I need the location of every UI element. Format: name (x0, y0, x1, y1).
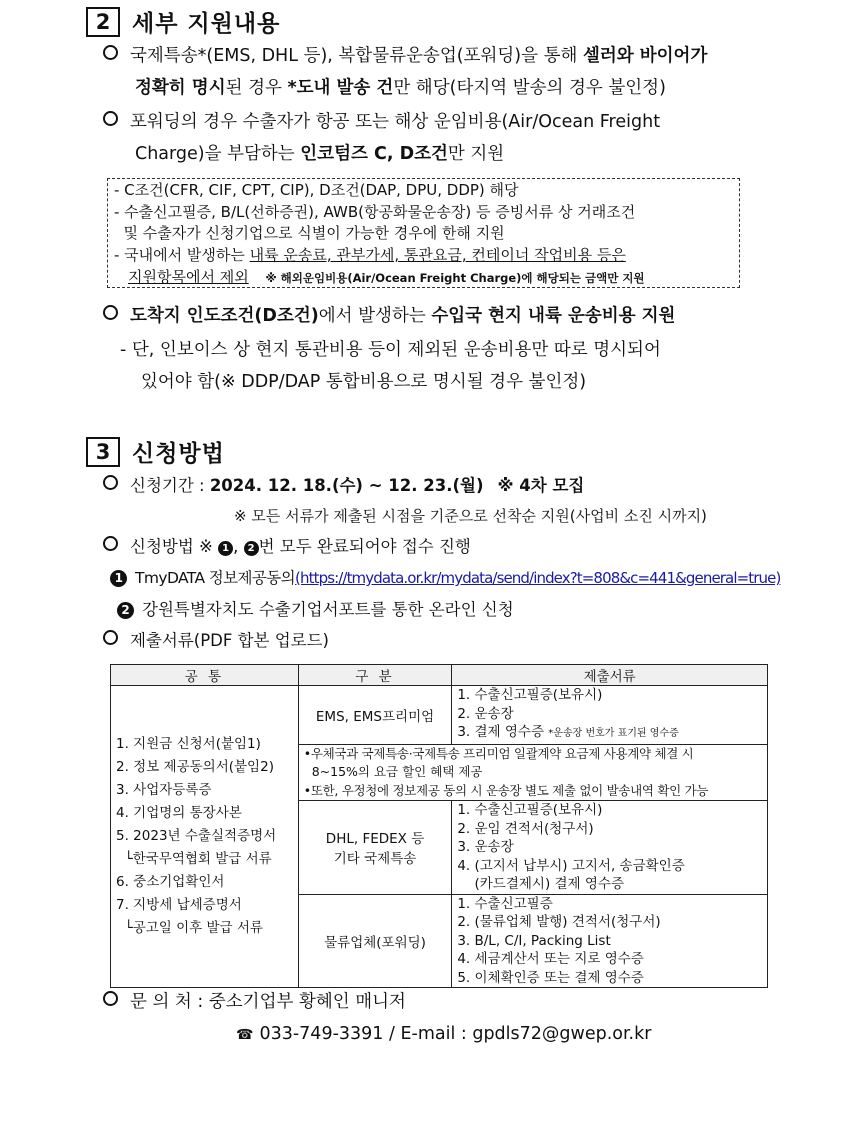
dhl-documents-cell: 1. 수출신고필증(보유시) 2. 운임 견적서(청구서) 3. 운송장 4. (고지서 납부시) 고지서, 송금확인증 (카드결제시) 결제 영수증 (452, 801, 768, 895)
step-2-line: 2 강원특별자치도 수출기업서포트를 통한 온라인 신청 (117, 598, 514, 622)
bullet-3-line-1: 도착지 인도조건(D조건)에서 발생하는 수입국 현지 내륙 운송비용 지원 (103, 304, 675, 328)
tmydata-link[interactable]: (https://tmydata.or.kr/mydata/send/index?t=808&c=441&general=true) (295, 569, 781, 587)
ring-bullet-icon (103, 475, 118, 490)
contact-detail-line: ☎ 033-749-3391 / E-mail : gpdls72@gwep.or.kr (236, 1024, 652, 1044)
bullet-3-sub-2: 있어야 함(※ DDP/DAP 통합비용으로 명시될 경우 불인정) (141, 372, 587, 392)
ring-bullet-icon (103, 45, 118, 60)
table-header: 구 분 (298, 665, 452, 686)
bullet-3-sub-1: - 단, 인보이스 상 현지 통관비용 등이 제외된 운송비용만 따로 명시되어 (120, 340, 661, 360)
ring-bullet-icon (103, 536, 118, 551)
note-line: - C조건(CFR, CIF, CPT, CIP), D조건(DAP, DPU, DDP) 해당 (114, 181, 519, 199)
ring-bullet-icon (103, 111, 118, 126)
period-note: ※ 모든 서류가 제출된 시점을 기준으로 선착순 지원(사업비 소진 시까지) (234, 507, 707, 525)
ems-notes-cell: •우체국과 국제특송·국제특송 프리미엄 일괄계약 요금제 사용계약 체결 시 8~15%의 요금 할인 혜택 제공 •또한, 우정청에 정보제공 동의 시 운송장 별도 제출 없이 발송내역 확인 가능 (298, 744, 767, 801)
documents-table (110, 664, 768, 988)
section-title: 신청방법 (132, 441, 225, 467)
dhl-category-cell: DHL, FEDEX 등 기타 국제특송 (298, 801, 452, 895)
section-number-box: 2 (86, 7, 120, 37)
table-header: 공 통 (111, 665, 299, 686)
ring-bullet-icon (103, 305, 118, 320)
ring-bullet-icon (103, 630, 118, 645)
section-title: 세부 지원내용 (132, 11, 281, 37)
number-1-icon: 1 (218, 541, 233, 556)
bullet-1-line-1: 국제특송*(EMS, DHL 등), 복합물류운송업(포워딩)을 통해 셀러와 바이어가 (103, 44, 707, 68)
ems-documents-cell: 1. 수출신고필증(보유시) 2. 운송장 3. 결제 영수증 *운송장 번호가 표기된 영수증 (452, 686, 768, 745)
number-2-icon: 2 (117, 602, 134, 619)
bullet-2-line-2: Charge)을 부담하는 인코텀즈 C, D조건만 지원 (135, 144, 505, 164)
table-header: 제출서류 (452, 665, 768, 686)
note-line: - 국내에서 발생하는 내륙 운송료, 관부가세, 통관요금, 컨테이너 작업비용 등은 (114, 246, 626, 264)
step-1-line: 1 TmyDATA 정보제공동의(https://tmydata.or.kr/mydata/send/index?t=808&c=441&general=true) (110, 566, 780, 590)
period-line: 신청기간 : 2024. 12. 18.(수) ~ 12. 23.(월) ※ 4차 모집 (103, 474, 584, 498)
section-number-box: 3 (86, 437, 120, 467)
forwarding-documents-cell: 1. 수출신고필증 2. (물류업체 발행) 견적서(청구서) 3. B/L, C/I, Packing List 4. 세금계산서 또는 지로 영수증 5. 이체확인증 또는 결제 영수증 (452, 894, 768, 988)
note-line: 및 수출자가 신청기업으로 식별이 가능한 경우에 한해 지원 (114, 224, 505, 242)
forwarding-category-cell: 물류업체(포워딩) (298, 894, 452, 988)
section-3-heading (86, 435, 225, 468)
bullet-1-line-2: 정확히 명시된 경우 *도내 발송 건만 해당(타지역 발송의 경우 불인정) (135, 78, 666, 98)
number-1-icon: 1 (110, 570, 127, 587)
phone-icon: ☎ (236, 1027, 254, 1043)
method-line: 신청방법 ※ 1 , 2 번 모두 완료되어야 접수 진행 (103, 535, 471, 559)
ring-bullet-icon (103, 991, 118, 1006)
table-row (111, 686, 768, 745)
note-line: 지원항목에서 제외 ※ 해외운임비용(Air/Ocean Freight Charge)에 해당되는 금액만 지원 (128, 268, 645, 286)
table-header-row (111, 665, 768, 686)
section-2-heading (86, 5, 280, 38)
number-2-icon: 2 (244, 541, 259, 556)
condition-note-box (107, 178, 740, 288)
ems-category-cell: EMS, EMS프리미엄 (298, 686, 452, 745)
common-documents-cell: 1. 지원금 신청서(붙임1) 2. 정보 제공동의서(붙임2) 3. 사업자등록증 4. 기업명의 통장사본 5. 2023년 수출실적증명서 └한국무역협회 발급 서류 6. 중소기업확인서 7. 지방세 납세증명서 └공고일 이후 발급 서류 (111, 686, 299, 988)
note-line: - 수출신고필증, B/L(선하증권), AWB(항공화물운송장) 등 증빙서류 상 거래조건 (114, 203, 636, 221)
documents-line: 제출서류(PDF 합본 업로드) (103, 629, 329, 653)
contact-line: 문 의 처 : 중소기업부 황혜인 매니저 (103, 990, 406, 1014)
bullet-2-line-1: 포워딩의 경우 수출자가 항공 또는 해상 운임비용(Air/Ocean Freight (103, 110, 660, 134)
